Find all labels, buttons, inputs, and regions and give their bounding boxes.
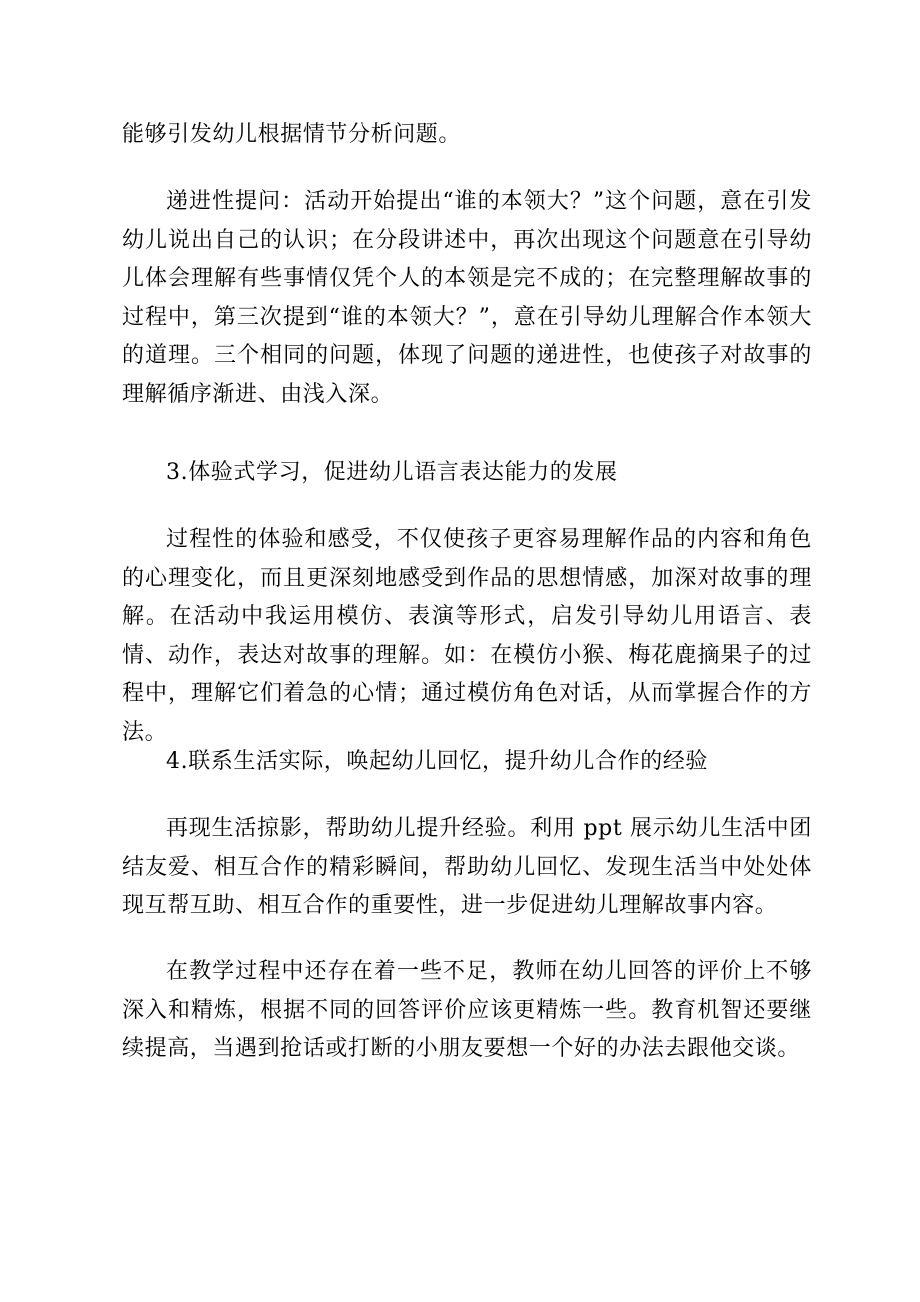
section-heading-3: 3.体验式学习，促进幼儿语言表达能力的发展 xyxy=(166,460,618,485)
section-heading-4: 4.联系生活实际，唤起幼儿回忆，提升幼儿合作的经验 xyxy=(166,749,708,774)
paragraph-life-connection: 再现生活掠影，帮助幼儿提升经验。利用 ppt 展示幼儿生活中团结友爱、相互合作的精彩瞬间，帮助幼儿回忆、发现生活当中处处体现互帮互助、相互合作的重要性，进一步促进幼儿理解故事内容。 xyxy=(122,816,812,919)
paragraph-reflection: 在教学过程中还存在着一些不足，教师在幼儿回答的评价上不够深入和精炼，根据不同的回答评价应该更精炼一些。教育机智还要继续提高，当遇到抢话或打断的小朋友要想一个好的办法去跟他交谈。 xyxy=(122,959,812,1062)
paragraph-progressive-questioning: 递进性提问：活动开始提出“谁的本领大？”这个问题，意在引发幼儿说出自己的认识；在分段讲述中，再次出现这个问题意在引导幼儿体会理解有些事情仅凭个人的本领是完不成的；在完整理解故事的过程中，第三次提到“谁的本领大？”，意在引导幼儿理解合作本领大的道理。三个相同的问题，体现了问题的递进性，也使孩子对故事的理解循序渐进、由浅入深。 xyxy=(122,189,812,407)
paragraph-continuation: 能够引发幼儿根据情节分析问题。 xyxy=(122,122,462,147)
paragraph-experiential-learning: 过程性的体验和感受，不仅使孩子更容易理解作品的内容和角色的心理变化，而且更深刻地感受到作品的思想情感，加深对故事的理解。在活动中我运用模仿、表演等形式，启发引导幼儿用语言、表情、动作，表达对故事的理解。如：在模仿小猴、梅花鹿摘果子的过程中，理解它们着急的心情；通过模仿角色对话，从而掌握合作的方法。 xyxy=(122,527,812,745)
